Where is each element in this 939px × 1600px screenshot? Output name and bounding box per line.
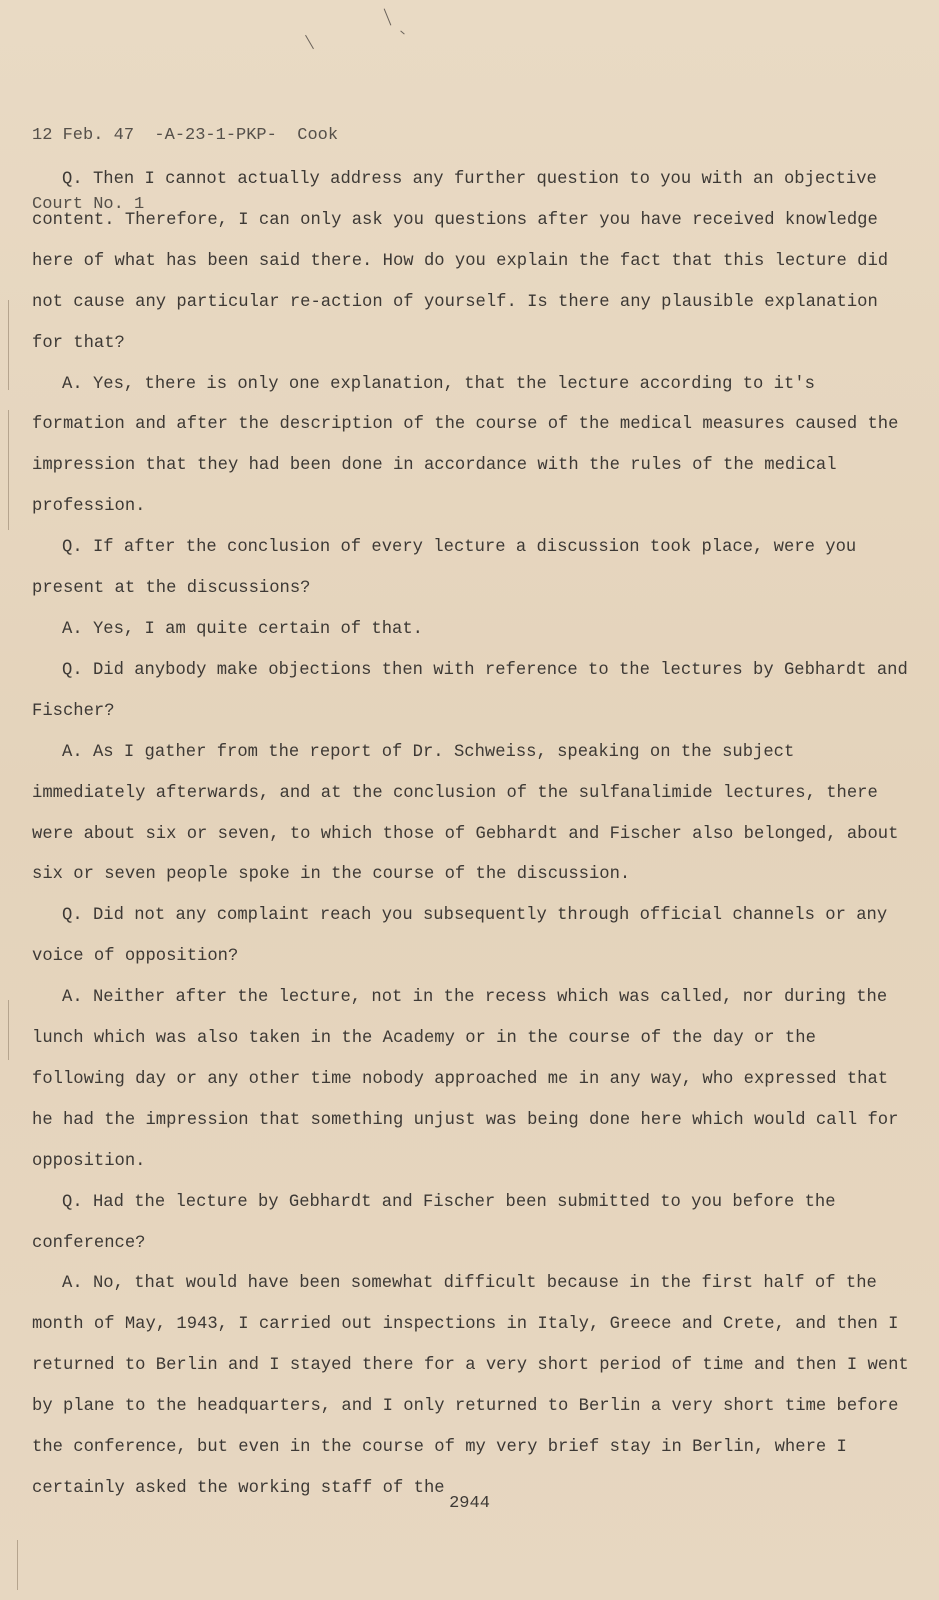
transcript-paragraph: A. As I gather from the report of Dr. Schweiss, speaking on the subject immediately afterwards, and at the conclusion of the sulfanalimide lectures, there were about six or seven, to which those of Gebhardt and Fischer also belonged, about six or seven people spoke in the course of the discussion. bbox=[32, 742, 899, 885]
transcript-paragraph: A. Yes, there is only one explanation, that the lecture according to it's formation and after the description of the course of the medical measures caused the impression that they had been done in accordance with the rules of the medical profession. bbox=[32, 374, 899, 517]
page-edge-mark bbox=[8, 410, 9, 530]
transcript-paragraph: A. Neither after the lecture, not in the recess which was called, nor during the lunch which was also taken in the Academy or in the course of the day or the following day or any other time nobody approached me in any way, who expressed that he had the impression that something unjust was being done here which would call for opposition. bbox=[32, 988, 899, 1171]
transcript-paragraph: Q. Did anybody make objections then with reference to the lectures by Gebhardt and Fischer? bbox=[32, 660, 908, 721]
page-edge-mark bbox=[17, 1540, 18, 1590]
pencil-mark bbox=[384, 8, 392, 25]
page-edge-mark bbox=[8, 300, 9, 390]
transcript-paragraph: A. No, that would have been somewhat difficult because in the first half of the month of May, 1943, I carried out inspections in Italy, Greece and Crete, and then I returned to Berlin and I stayed there for a very short period of time and then I went by plane to the headquarters, and I only returned to Berlin a very short time before the conference, but even in the course of my very brief stay in Berlin, where I certainly asked the working staff of the bbox=[32, 1274, 909, 1498]
page-edge-mark bbox=[8, 1000, 9, 1060]
header-court-line: Court No. 1 bbox=[32, 195, 145, 214]
header-reference-line: 12 Feb. 47 -A-23-1-PKP- Cook bbox=[32, 126, 339, 145]
transcript-paragraph: Q. Did not any complaint reach you subsequently through official channels or any voice of opposition? bbox=[32, 906, 888, 967]
pencil-mark bbox=[305, 35, 314, 49]
page-number: 2944 bbox=[449, 1494, 490, 1513]
transcript-paragraph: Q. Then I cannot actually address any further question to you with an objective content. Therefore, I can only ask you questions after you have received knowledge here of what has been said there. How do you explain the fact that this lecture did not cause any particular re-action of yourself. Is there any plausible explanation for that? bbox=[32, 170, 889, 353]
pencil-mark bbox=[400, 31, 404, 35]
transcript-body bbox=[32, 160, 912, 1510]
transcript-paragraph: Q. Had the lecture by Gebhardt and Fischer been submitted to you before the conference? bbox=[32, 1192, 836, 1253]
transcript-paragraph: A. Yes, I am quite certain of that. bbox=[62, 619, 423, 639]
transcript-paragraph: Q. If after the conclusion of every lecture a discussion took place, were you present at the discussions? bbox=[32, 538, 857, 599]
